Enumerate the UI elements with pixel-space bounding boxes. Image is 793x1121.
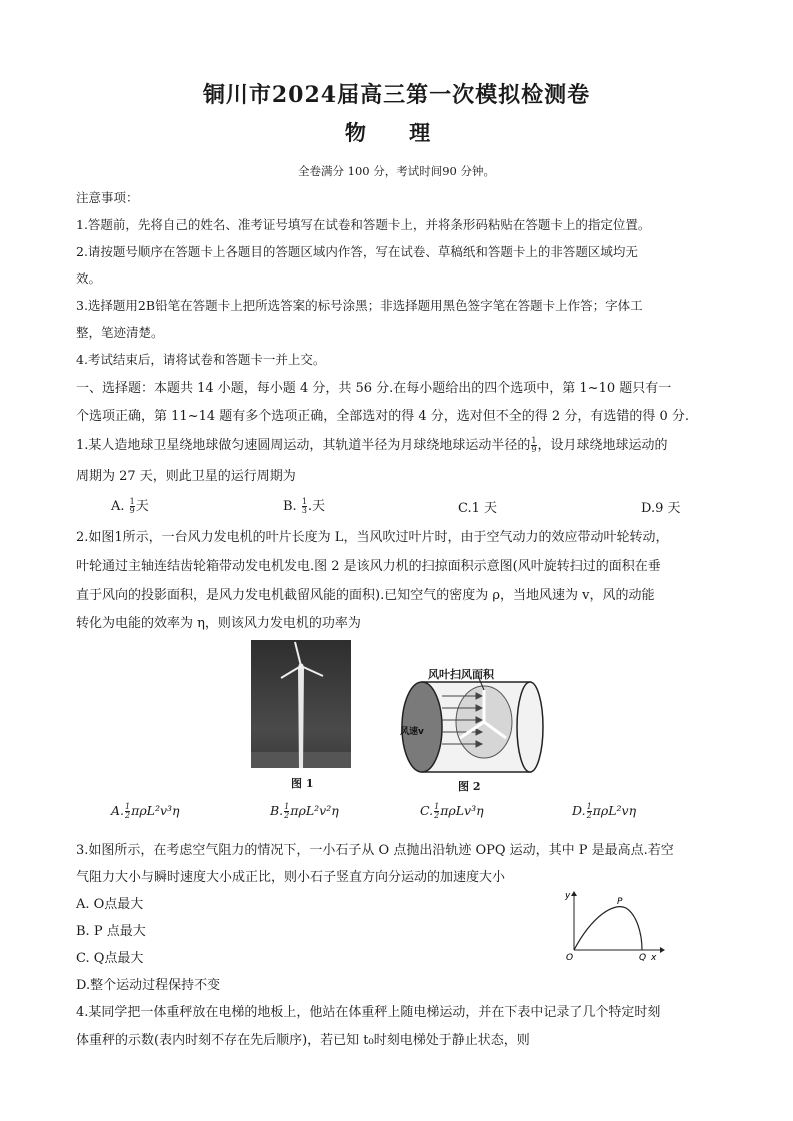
option-unit: .天 [307, 499, 326, 514]
frac-den: 9 [129, 506, 135, 515]
option-label: B. [270, 803, 284, 818]
q1-option-a [111, 495, 149, 515]
q3-option-c: C. Q点最大 [76, 951, 144, 966]
y-axis-label: y [565, 891, 571, 901]
q2-option-a [111, 803, 180, 820]
subject-title: 物 理 [344, 120, 449, 145]
q2-stem: 直于风向的投影面积，是风力发电机截留风能的面积).已知空气的密度为 ρ，当地风速为 v，风的动能 [76, 588, 655, 603]
option-label: A. [111, 803, 125, 818]
q2-stem: 2.如图1所示，一台风力发电机的叶片长度为 L，当风吹过叶片时，由于空气动力的效应带动叶轮转动， [76, 530, 669, 545]
q1-stem [76, 434, 668, 454]
section-instructions: 个选项正确，第 11~14 题有多个选项正确，全部选对的得 4 分，选对但不全的得 2 分，有选错的得 0 分. [76, 409, 689, 424]
option-label: C. [420, 803, 434, 818]
q3-stem: 气阻力大小与瞬时速度大小成正比，则小石子竖直方向分运动的加速度大小 [76, 870, 506, 885]
option-fraction [130, 498, 135, 515]
q2-stem: 叶轮通过主轴连结齿轮箱带动发电机发电.图 2 是该风力机的扫掠面积示意图(风叶旋转扫过的面积在垂 [76, 559, 661, 574]
option-fraction [125, 803, 130, 820]
option-label: A. [111, 499, 125, 514]
frac-den: 2 [284, 811, 290, 820]
note-item: 整，笔迹清楚。 [76, 325, 164, 340]
exam-title: 铜川市2024届高三第一次模拟检测卷 [202, 82, 591, 108]
q2-option-d [572, 803, 636, 820]
frac-num: 1 [586, 802, 592, 811]
q1-option-d: D.9 天 [641, 501, 681, 516]
q1-stem: 周期为 27 天，则此卫星的运行周期为 [76, 469, 296, 484]
section-instructions: 一、选择题：本题共 14 小题，每小题 4 分，共 56 分.在每小题给出的四个选项中，第 1~10 题只有一 [76, 381, 672, 396]
note-item: 2.请按题号顺序在答题卡上各题目的答题区域内作答，写在试卷、草稿纸和答题卡上的非答题区域均无 [76, 244, 638, 259]
option-expression: πρL²v²η [290, 803, 339, 818]
q3-option-a: A. O点最大 [76, 897, 144, 912]
q1-option-b [283, 495, 325, 515]
q3-option-b: B. P 点最大 [76, 924, 146, 939]
notes-heading: 注意事项： [76, 190, 139, 205]
point-p-label: P [617, 897, 623, 907]
origin-label: O [566, 953, 574, 963]
option-unit: 天 [135, 499, 149, 514]
option-fraction [302, 498, 307, 515]
frac-den: 2 [125, 811, 131, 820]
frac-num: 1 [434, 802, 440, 811]
note-item: 3.选择题用2B铅笔在答题卡上把所选答案的标号涂黑；非选择题用黑色签字笔在答题卡上作答；字体工 [76, 298, 643, 313]
frac-den: 3 [301, 506, 307, 515]
fig2-caption: 图 2 [458, 780, 481, 793]
option-fraction [587, 803, 592, 820]
option-fraction [434, 803, 439, 820]
q1-option-c: C.1 天 [458, 501, 498, 516]
option-label: D. [572, 803, 586, 818]
option-label: B. [283, 499, 297, 514]
q4-stem: 4.某同学把一体重秤放在电梯的地板上，他站在体重秤上随电梯运动，并在下表中记录了几个特定时刻 [76, 1005, 661, 1020]
note-item: 4.考试结束后，请将试卷和答题卡一并上交。 [76, 352, 326, 367]
x-axis-label: x [651, 953, 657, 963]
frac-den: 2 [434, 811, 440, 820]
q3-option-d: D.整个运动过程保持不变 [76, 978, 221, 993]
frac-num: 1 [129, 497, 135, 506]
q4-stem: 体重秤的示数(表内时刻不存在先后顺序)，若已知 t₀时刻电梯处于静止状态，则 [76, 1033, 530, 1048]
point-q-label: Q [639, 953, 647, 963]
frac-num: 1 [284, 802, 290, 811]
q2-option-c [420, 803, 484, 820]
option-fraction [284, 803, 289, 820]
note-item: 效。 [76, 271, 102, 286]
q3-stem: 3.如图所示，在考虑空气阻力的情况下，一小石子从 O 点抛出沿轨迹 OPQ 运动，其中 P 是最高点.若空 [76, 843, 674, 858]
frac-num: 1 [301, 497, 307, 506]
frac-den: 2 [586, 811, 592, 820]
frac-num: 1 [531, 436, 537, 445]
q1-fraction [531, 437, 536, 454]
q2-stem: 转化为电能的效率为 η，则该风力发电机的功率为 [76, 616, 361, 631]
q2-option-b [270, 803, 339, 820]
option-expression: πρLv³η [440, 803, 484, 818]
note-item: 1.答题前，先将自己的姓名、准考证号填写在试卷和答题卡上，并将条形码粘贴在答题卡上的指定位置。 [76, 217, 651, 232]
q1-stem-part: 1.某人造地球卫星绕地球做匀速圆周运动，其轨道半径为月球绕地球运动半径的 [76, 438, 531, 453]
q1-stem-part: ，设月球绕地球运动的 [537, 438, 668, 453]
frac-num: 1 [125, 802, 131, 811]
wind-speed-label: 风速v [400, 727, 424, 737]
exam-info: 全卷满分 100 分，考试时间90 分钟。 [297, 164, 496, 178]
option-expression: πρL²v³η [131, 803, 180, 818]
swept-area-diagram [396, 666, 546, 778]
frac-den: 9 [531, 445, 537, 454]
fig1-caption: 图 1 [291, 777, 314, 790]
wind-turbine-photo [251, 640, 351, 768]
swept-area-label: 风叶扫风面积 [428, 668, 494, 681]
option-expression: πρL²vη [592, 803, 637, 818]
trajectory-graph [562, 888, 666, 964]
